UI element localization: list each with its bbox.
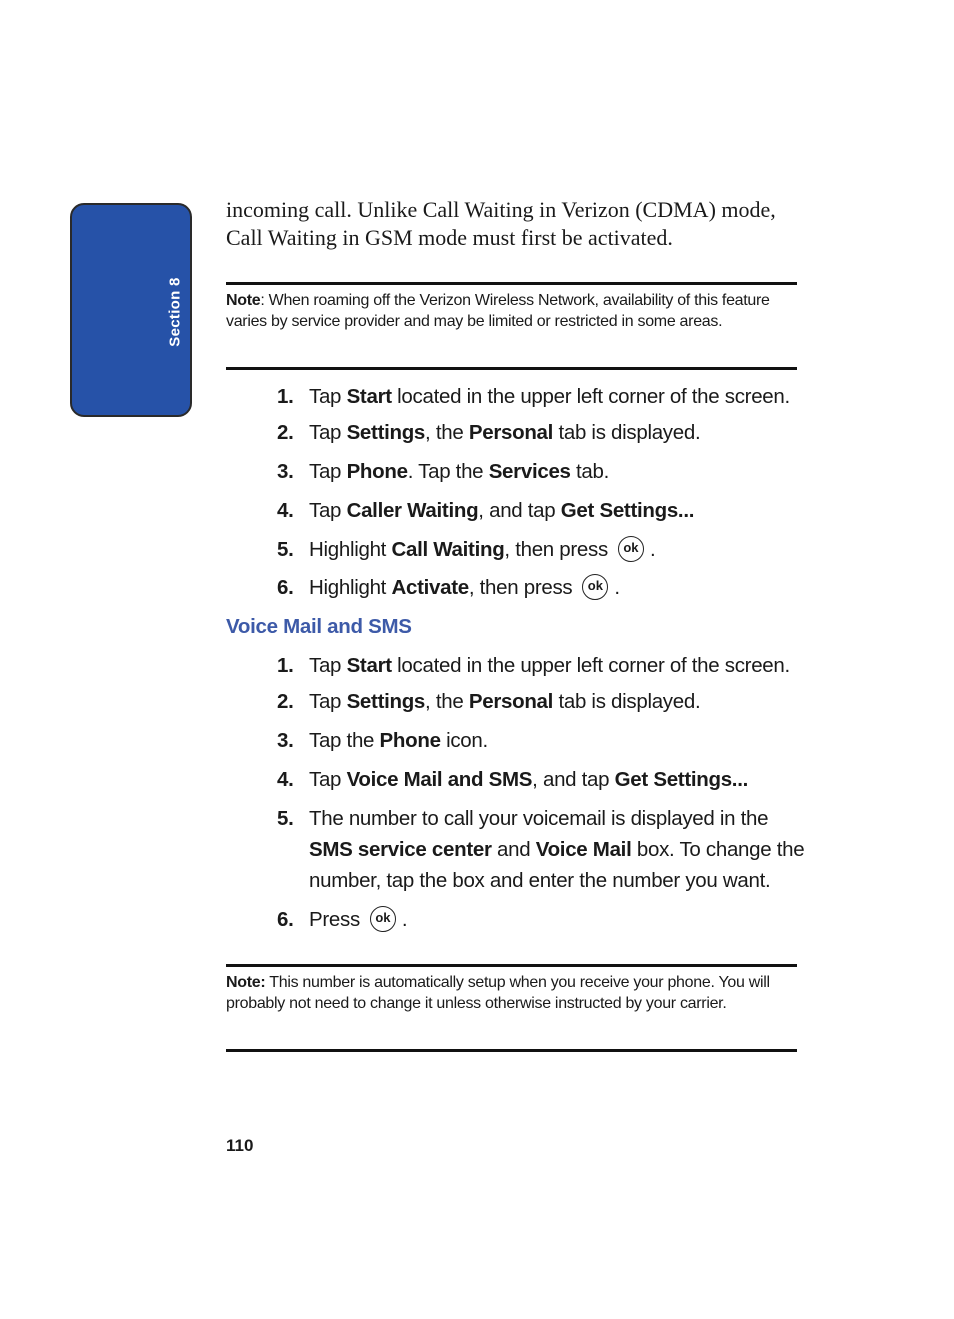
step-text-part: Tap the — [309, 729, 380, 752]
step-number: 4. — [277, 768, 294, 791]
step-text-part: located in the upper left corner of the screen. — [391, 385, 790, 408]
step-bold-term: Get Settings... — [614, 768, 748, 791]
step-text-part: Tap — [309, 385, 347, 408]
step-bold-term: Start — [346, 654, 392, 677]
note-roaming — [226, 290, 801, 332]
step-text-part: tab is displayed. — [553, 690, 701, 713]
step-text-part: Tap — [309, 499, 347, 522]
note-rule-bottom — [226, 367, 797, 370]
step-text-part: Tap — [309, 460, 347, 483]
step-text — [309, 764, 809, 795]
step-text-part: , and tap — [478, 499, 561, 522]
step-text-part: , the — [425, 421, 469, 444]
step-text-part: . — [649, 538, 656, 561]
step-bold-term: Voice Mail — [535, 838, 632, 861]
step-text-part: located in the upper left corner of the screen. — [391, 654, 790, 677]
step-text-part: Tap — [309, 421, 347, 444]
step-bold-term: Settings — [346, 421, 426, 444]
step-text — [309, 904, 809, 935]
step-text-part: Highlight — [309, 538, 392, 561]
step-text-part: Highlight — [309, 576, 392, 599]
step-bold-term: Get Settings... — [560, 499, 695, 522]
step-text-part: . — [401, 908, 408, 931]
note2-label: Note: — [226, 974, 266, 991]
step-text-part: box. To change the number, tap the box and enter the number you want. — [309, 838, 805, 892]
note-label: Note — [226, 292, 261, 309]
step-number: 1. — [277, 654, 294, 677]
note-text: : When roaming off the Verizon Wireless Network, availability of this feature varies by service provider and may be limited or restricted in some areas. — [226, 292, 770, 330]
step-text-part: Tap — [309, 690, 347, 713]
note2-text: This number is automatically setup when you receive your phone. You will probably not need to change it unless otherwise instructed by your carrier. — [226, 974, 770, 1012]
step-text-part: , and tap — [532, 768, 615, 791]
step-text-part: Press — [309, 908, 360, 931]
step-bold-term: Services — [488, 460, 571, 483]
step-text — [309, 534, 809, 565]
page-number: 110 — [226, 1136, 254, 1155]
step-text-part: tab. — [570, 460, 610, 483]
ok-key-icon: ok — [618, 536, 644, 562]
step-bold-term: Start — [346, 385, 392, 408]
step-text — [309, 650, 809, 681]
step-text-part: Tap — [309, 768, 347, 791]
step-text-part: The number to call your voicemail is displayed in the — [309, 807, 769, 830]
step-text — [309, 803, 809, 896]
step-bold-term: Phone — [379, 729, 441, 752]
section-tab-label: Section 8 — [166, 277, 184, 347]
intro-paragraph: incoming call. Unlike Call Waiting in Verizon (CDMA) mode, Call Waiting in GSM mode must first be activated. — [226, 197, 776, 250]
ok-key-icon: ok — [370, 906, 396, 932]
step-bold-term: Personal — [468, 421, 554, 444]
step-number: 5. — [277, 538, 294, 561]
step-text-part: Tap — [309, 654, 347, 677]
step-text — [309, 686, 809, 717]
step-number: 6. — [277, 908, 294, 931]
step-text — [309, 417, 809, 448]
step-number: 2. — [277, 690, 294, 713]
step-bold-term: Personal — [468, 690, 554, 713]
step-bold-term: Voice Mail and SMS — [346, 768, 533, 791]
section-heading: Voice Mail and SMS — [226, 615, 412, 638]
step-bold-term: SMS service center — [309, 838, 492, 861]
step-text-part: . Tap the — [407, 460, 489, 483]
step-text-part: icon. — [440, 729, 488, 752]
step-number: 5. — [277, 807, 294, 830]
step-bold-term: Caller Waiting — [346, 499, 479, 522]
step-text-part: , then press — [468, 576, 573, 599]
note2-rule-bottom — [226, 1049, 797, 1052]
step-bold-term: Call Waiting — [391, 538, 505, 561]
ok-key-icon: ok — [582, 574, 608, 600]
step-text — [309, 495, 809, 526]
step-number: 2. — [277, 421, 294, 444]
step-text-part: tab is displayed. — [553, 421, 701, 444]
step-number: 3. — [277, 460, 294, 483]
step-number: 4. — [277, 499, 294, 522]
step-number: 6. — [277, 576, 294, 599]
note2-rule-top — [226, 964, 797, 967]
step-text — [309, 456, 809, 487]
note-rule-top — [226, 282, 797, 285]
step-number: 1. — [277, 385, 294, 408]
step-text — [309, 572, 809, 603]
step-text — [309, 725, 809, 756]
step-bold-term: Settings — [346, 690, 426, 713]
note-setup — [226, 972, 801, 1014]
step-text-part: , then press — [504, 538, 608, 561]
step-bold-term: Activate — [391, 576, 469, 599]
step-bold-term: Phone — [346, 460, 408, 483]
step-text-part: , the — [425, 690, 469, 713]
step-text-part: and — [491, 838, 536, 861]
step-text-part: . — [614, 576, 620, 599]
step-text — [309, 381, 809, 412]
step-number: 3. — [277, 729, 294, 752]
